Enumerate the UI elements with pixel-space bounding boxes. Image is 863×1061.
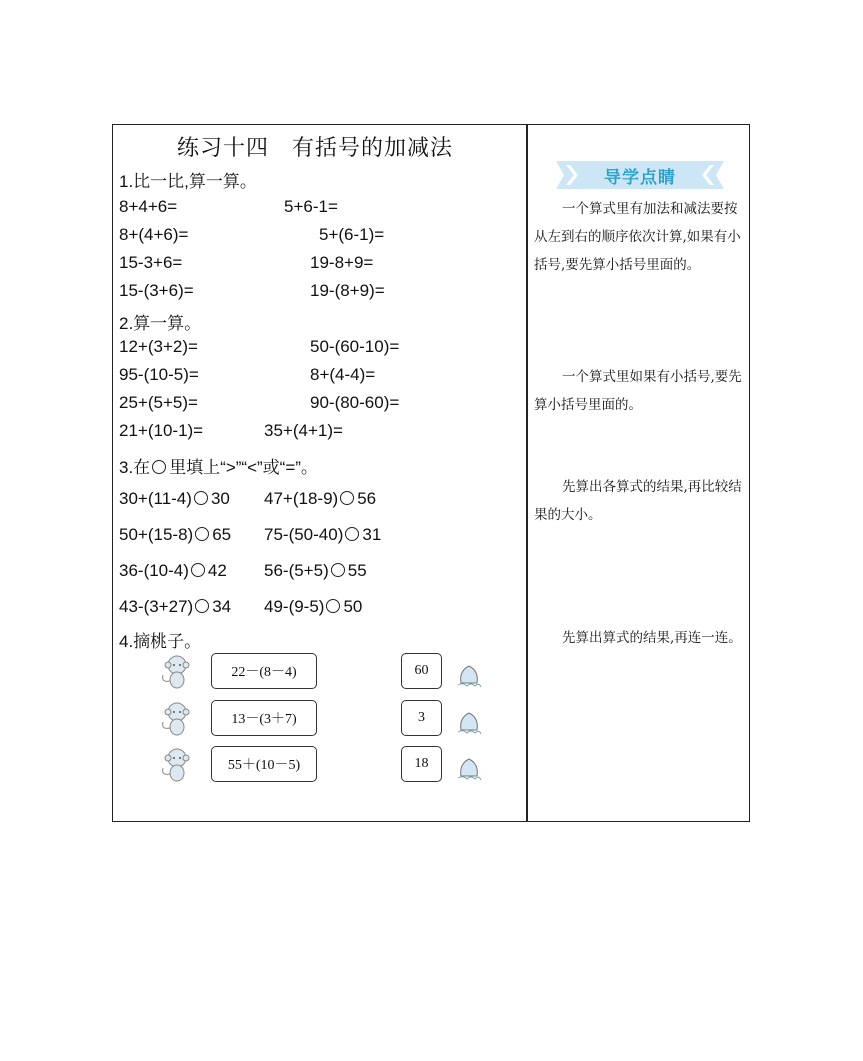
expr: 47+(18-9) bbox=[264, 489, 339, 508]
value: 30 bbox=[210, 489, 230, 508]
page-title: 练习十四 有括号的加减法 bbox=[177, 135, 454, 160]
sidebar-tips bbox=[526, 125, 750, 821]
peach-icon bbox=[455, 756, 483, 786]
value: 65 bbox=[212, 525, 232, 544]
section-1-heading: 1.比一比,算一算。 bbox=[119, 172, 257, 191]
equation: 25+(5+5)= bbox=[119, 393, 198, 412]
expression-card[interactable]: 22－(8－4) bbox=[211, 653, 317, 689]
expr: 56-(5+5) bbox=[264, 561, 329, 580]
expr: 50+(15-8) bbox=[119, 525, 194, 544]
compare-item bbox=[119, 525, 231, 545]
tip-2: 一个算式里如果有小括号,要先算小括号里面的。 bbox=[534, 369, 742, 413]
heading-text: 里填上“>”“<”或“=”。 bbox=[169, 458, 318, 477]
equation: 8+(4+6)= bbox=[119, 225, 189, 244]
answer-circle[interactable] bbox=[331, 563, 345, 577]
equation: 8+4+6= bbox=[119, 197, 178, 216]
heading-text: 3.在 bbox=[119, 458, 151, 477]
equation: 5+(6-1)= bbox=[319, 225, 385, 244]
answer-card[interactable]: 18 bbox=[401, 746, 442, 782]
equation: 19-8+9= bbox=[310, 253, 374, 272]
monkey-icon bbox=[157, 746, 197, 784]
expr: 30+(11-4) bbox=[119, 489, 192, 508]
equation: 95-(10-5)= bbox=[119, 365, 199, 384]
expr: 49-(9-5) bbox=[264, 597, 325, 616]
circle-icon bbox=[152, 460, 166, 474]
answer-card[interactable]: 3 bbox=[401, 700, 442, 736]
compare-item bbox=[264, 597, 362, 617]
compare-item bbox=[264, 489, 376, 509]
equation: 15-(3+6)= bbox=[119, 281, 194, 300]
expr: 36-(10-4) bbox=[119, 561, 189, 580]
value: 34 bbox=[212, 597, 232, 616]
compare-item bbox=[119, 561, 227, 581]
tips-banner bbox=[556, 161, 724, 189]
answer-circle[interactable] bbox=[326, 599, 340, 613]
answer-circle[interactable] bbox=[194, 491, 208, 505]
value: 31 bbox=[362, 525, 382, 544]
section-2-heading: 2.算一算。 bbox=[119, 314, 202, 333]
tip-4: 先算出算式的结果,再连一连。 bbox=[562, 630, 742, 646]
equation: 50-(60-10)= bbox=[310, 337, 400, 356]
tip-3: 先算出各算式的结果,再比较结果的大小。 bbox=[534, 479, 742, 523]
compare-item bbox=[119, 489, 230, 509]
compare-item bbox=[119, 597, 231, 617]
equation: 8+(4-4)= bbox=[310, 365, 376, 384]
value: 56 bbox=[357, 489, 377, 508]
expr: 43-(3+27) bbox=[119, 597, 194, 616]
expr: 75-(50-40) bbox=[264, 525, 344, 544]
worksheet-table bbox=[112, 124, 750, 822]
section-4-heading: 4.摘桃子。 bbox=[119, 632, 202, 651]
monkey-icon bbox=[157, 653, 197, 691]
banner-title: 导学点睛 bbox=[604, 168, 676, 187]
value: 42 bbox=[207, 561, 227, 580]
equation: 35+(4+1)= bbox=[264, 421, 343, 440]
compare-item bbox=[264, 561, 367, 581]
equation: 5+6-1= bbox=[284, 197, 338, 216]
answer-circle[interactable] bbox=[195, 599, 209, 613]
peach-icon bbox=[455, 663, 483, 693]
equation: 90-(80-60)= bbox=[310, 393, 400, 412]
equation: 19-(8+9)= bbox=[310, 281, 385, 300]
expression-card[interactable]: 13－(3＋7) bbox=[211, 700, 317, 736]
answer-circle[interactable] bbox=[191, 563, 205, 577]
answer-circle[interactable] bbox=[345, 527, 359, 541]
monkey-icon bbox=[157, 700, 197, 738]
compare-item bbox=[264, 525, 381, 545]
equation: 21+(10-1)= bbox=[119, 421, 204, 440]
tip-1: 一个算式里有加法和减法要按从左到右的顺序依次计算,如果有小括号,要先算小括号里面的。 bbox=[534, 201, 741, 273]
section-3-heading bbox=[119, 453, 318, 478]
expression-card[interactable]: 55＋(10－5) bbox=[211, 746, 317, 782]
equation: 15-3+6= bbox=[119, 253, 183, 272]
equation: 12+(3+2)= bbox=[119, 337, 198, 356]
value: 55 bbox=[347, 561, 367, 580]
answer-card[interactable]: 60 bbox=[401, 653, 442, 689]
value: 50 bbox=[343, 597, 363, 616]
answer-circle[interactable] bbox=[195, 527, 209, 541]
peach-icon bbox=[455, 710, 483, 740]
answer-circle[interactable] bbox=[340, 491, 354, 505]
